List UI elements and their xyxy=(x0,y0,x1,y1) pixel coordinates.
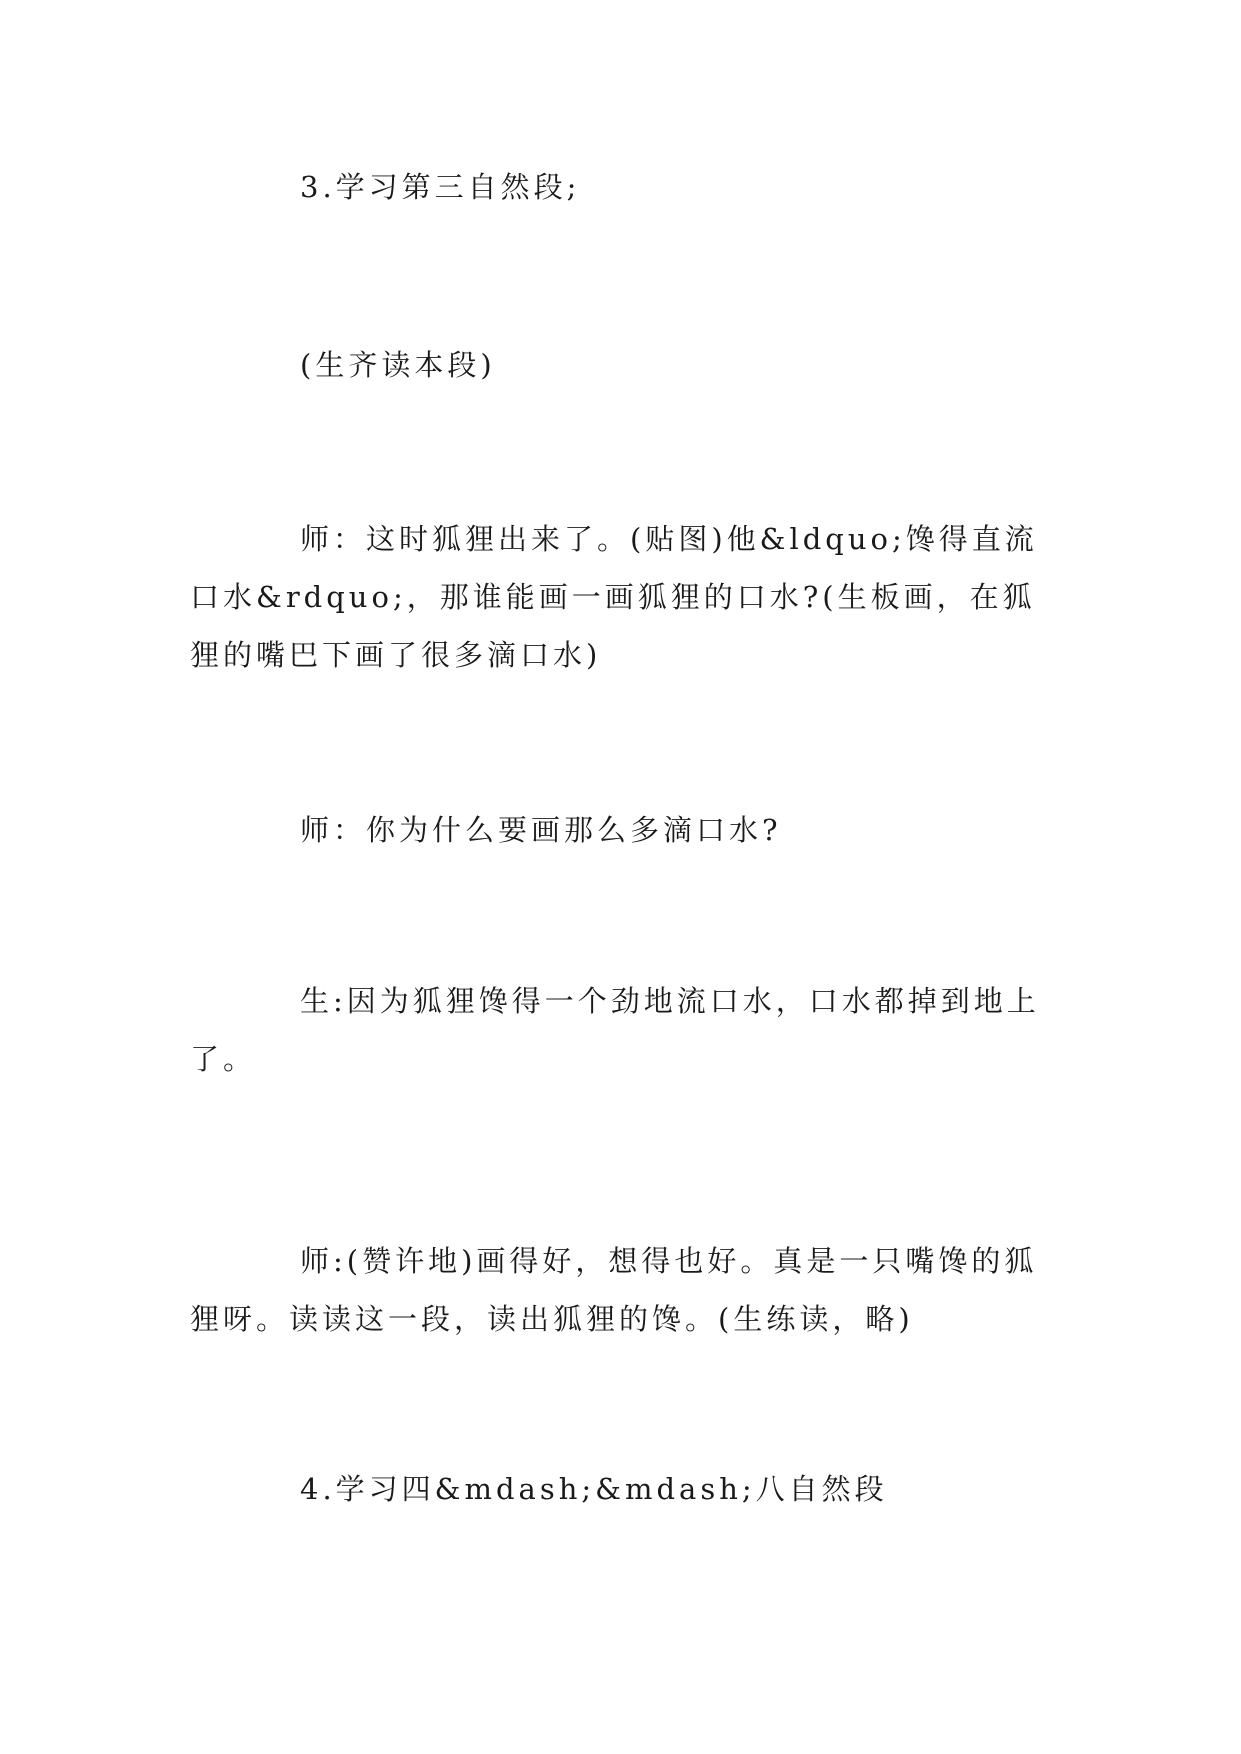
paragraph-class-reads: (生齐读本段) xyxy=(300,348,496,382)
paragraph-teacher-praise: 师:(赞许地)画得好，想得也好。真是一只嘴馋的狐狸呀。读读这一段，读出狐狸的馋。(生练读，略) xyxy=(190,1244,1038,1336)
paragraph-teacher-question: 师：你为什么要画那么多滴口水? xyxy=(300,813,782,847)
paragraph-section-3-heading: 3.学习第三自然段; xyxy=(300,170,581,204)
paragraph-student-answer: 生:因为狐狸馋得一个劲地流口水，口水都掉到地上了。 xyxy=(190,984,1040,1076)
paragraph-section-4-heading: 4.学习四&mdash;&mdash;八自然段 xyxy=(300,1472,888,1506)
paragraph-teacher-fox-appears: 师：这时狐狸出来了。(贴图)他&ldquo;馋得直流口水&rdquo;，那谁能画一画狐狸的口水?(生板画，在狐狸的嘴巴下画了很多滴口水) xyxy=(190,522,1038,672)
